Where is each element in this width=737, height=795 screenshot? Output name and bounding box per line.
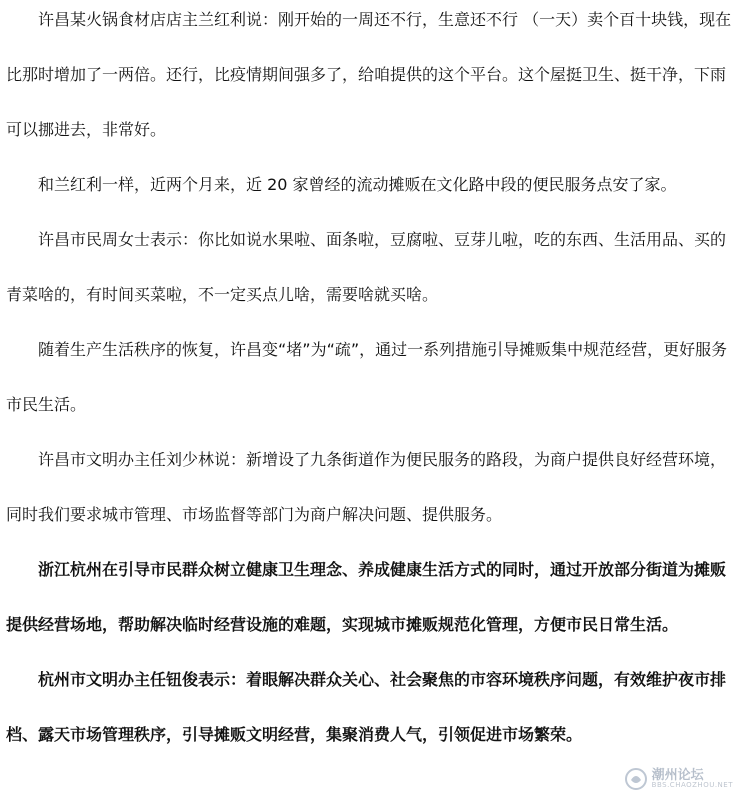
article-paragraph-6: 浙江杭州在引导市民群众树立健康卫生理念、养成健康生活方式的同时，通过开放部分街道为摊贩提供经营场地，帮助解决临时经营设施的难题，实现城市摊贩规范化管理，方便市民日常生活。	[6, 560, 727, 634]
article-paragraph-5: 许昌市文明办主任刘少林说：新增设了九条街道作为便民服务的路段，为商户提供良好经营环境，同时我们要求城市管理、市场监督等部门为商户解决问题、提供服务。	[6, 450, 727, 524]
article-body	[6, 0, 734, 762]
article-paragraph-4: 随着生产生活秩序的恢复，许昌变“堵”为“疏”，通过一系列措施引导摊贩集中规范经营，更好服务市民生活。	[6, 340, 728, 414]
article-paragraph-2: 和兰红利一样，近两个月来，近 20 家曾经的流动摊贩在文化路中段的便民服务点安了家。	[38, 175, 677, 194]
article-paragraph-3: 许昌市民周女士表示：你比如说水果啦、面条啦，豆腐啦、豆芽儿啦，吃的东西、生活用品、买的青菜啥的，有时间买菜啦，不一定买点儿啥，需要啥就买啥。	[6, 230, 727, 304]
forum-watermark	[624, 767, 733, 791]
watermark-url: BBS.CHAOZHOU.NET	[651, 781, 733, 789]
watermark-title: 潮州论坛	[651, 768, 704, 783]
watermark-text	[652, 769, 733, 789]
article-paragraph-7: 杭州市文明办主任钮俊表示：着眼解决群众关心、社会聚焦的市容环境秩序问题，有效维护夜市排档、露天市场管理秩序，引导摊贩文明经营，集聚消费人气，引领促进市场繁荣。	[6, 670, 727, 744]
article-paragraph-1: 许昌某火锅食材店店主兰红利说：刚开始的一周还不行，生意还不行 （一天）卖个百十块钱，现在比那时增加了一两倍。还行，比疫情期间强多了，给咱提供的这个平台。这个屋挺卫生、挺干净，下雨可以挪进去，非常好。	[6, 10, 732, 139]
forum-logo-icon	[624, 767, 648, 791]
